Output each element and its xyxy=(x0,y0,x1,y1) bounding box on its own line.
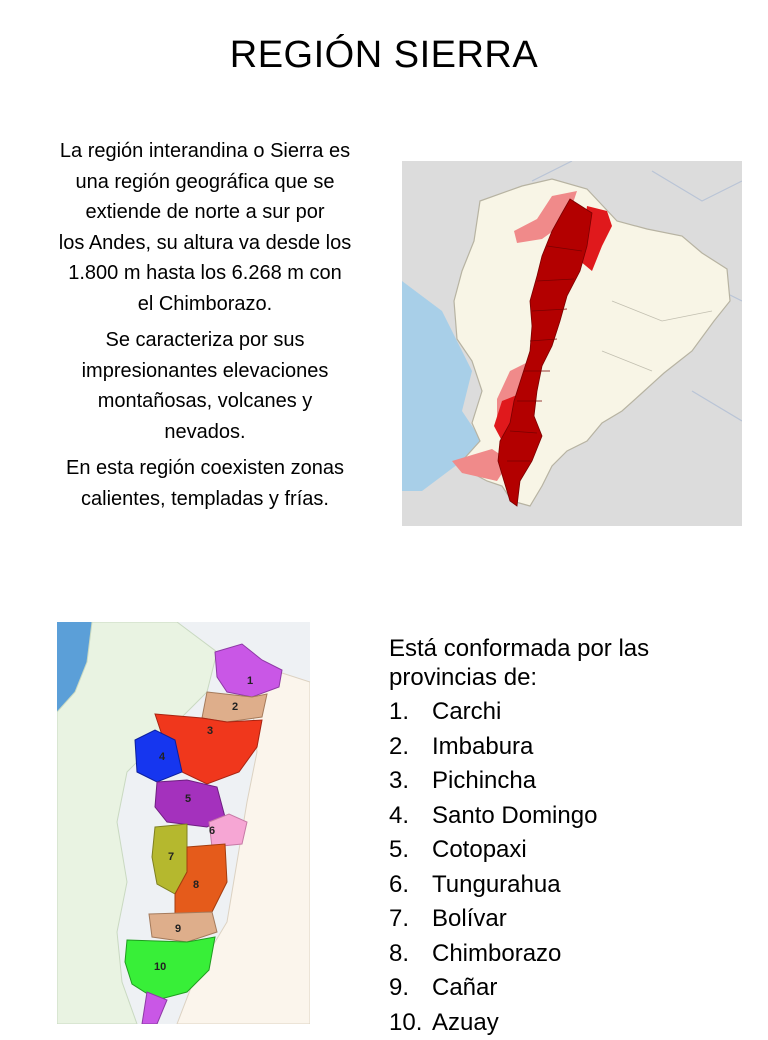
provinces-intro-line: provincias de: xyxy=(389,664,537,691)
sierra-region-map-svg xyxy=(402,161,742,526)
list-item xyxy=(389,695,749,730)
sierra-region-map xyxy=(402,161,742,526)
intro-text xyxy=(32,136,378,520)
list-item xyxy=(389,799,749,834)
map-label-1: 1 xyxy=(247,675,253,687)
intro-line: nevados. xyxy=(164,421,245,443)
list-item-label: Santo Domingo xyxy=(432,799,597,834)
list-item-number: 6. xyxy=(389,868,432,903)
list-item xyxy=(389,730,749,765)
list-item-number: 5. xyxy=(389,833,432,868)
list-item-label: Cotopaxi xyxy=(432,833,527,868)
intro-paragraph-2 xyxy=(32,325,378,447)
provinces-list xyxy=(389,695,749,1040)
list-item-number: 10. xyxy=(389,1006,432,1040)
provinces-map-svg xyxy=(57,622,310,1024)
list-item xyxy=(389,1006,749,1040)
intro-paragraph-3 xyxy=(32,453,378,514)
map-label-9: 9 xyxy=(175,923,181,935)
list-item-label: Carchi xyxy=(432,695,501,730)
map-label-10: 10 xyxy=(154,961,166,973)
list-item xyxy=(389,868,749,903)
provinces-intro-line: Está conformada por las xyxy=(389,635,649,662)
map-label-4: 4 xyxy=(159,751,166,763)
intro-paragraph-1 xyxy=(32,136,378,319)
provinces-intro xyxy=(389,634,749,692)
map-label-8: 8 xyxy=(193,879,199,891)
list-item xyxy=(389,833,749,868)
list-item-label: Tungurahua xyxy=(432,868,561,903)
list-item-label: Bolívar xyxy=(432,902,507,937)
list-item xyxy=(389,902,749,937)
list-item-number: 9. xyxy=(389,971,432,1006)
list-item xyxy=(389,971,749,1006)
province-canar xyxy=(149,912,217,942)
provinces-map xyxy=(57,622,310,1024)
provinces-block xyxy=(389,634,749,1040)
map-label-2: 2 xyxy=(232,701,238,713)
map-label-3: 3 xyxy=(207,725,213,737)
intro-line: La región interandina o Sierra es xyxy=(60,140,350,162)
intro-line: En esta región coexisten zonas xyxy=(66,457,344,479)
list-item-label: Cañar xyxy=(432,971,497,1006)
intro-line: calientes, templadas y frías. xyxy=(81,488,329,510)
list-item xyxy=(389,764,749,799)
map-label-5: 5 xyxy=(185,793,191,805)
list-item-number: 2. xyxy=(389,730,432,765)
intro-line: impresionantes elevaciones xyxy=(82,360,329,382)
intro-line: los Andes, su altura va desde los xyxy=(59,232,351,254)
page-title: REGIÓN SIERRA xyxy=(0,34,768,77)
intro-line: el Chimborazo. xyxy=(138,293,273,315)
province-carchi xyxy=(215,644,282,697)
list-item-number: 4. xyxy=(389,799,432,834)
list-item-number: 1. xyxy=(389,695,432,730)
intro-line: extiende de norte a sur por xyxy=(85,201,324,223)
list-item-number: 7. xyxy=(389,902,432,937)
list-item-label: Imbabura xyxy=(432,730,533,765)
intro-line: montañosas, volcanes y xyxy=(98,390,313,412)
intro-line: 1.800 m hasta los 6.268 m con xyxy=(68,262,342,284)
intro-line: una región geográfica que se xyxy=(75,171,334,193)
list-item-number: 8. xyxy=(389,937,432,972)
map-label-7: 7 xyxy=(168,851,174,863)
list-item-label: Pichincha xyxy=(432,764,536,799)
list-item xyxy=(389,937,749,972)
list-item-label: Azuay xyxy=(432,1006,499,1040)
map-label-6: 6 xyxy=(209,825,215,837)
list-item-number: 3. xyxy=(389,764,432,799)
intro-line: Se caracteriza por sus xyxy=(106,329,305,351)
list-item-label: Chimborazo xyxy=(432,937,561,972)
